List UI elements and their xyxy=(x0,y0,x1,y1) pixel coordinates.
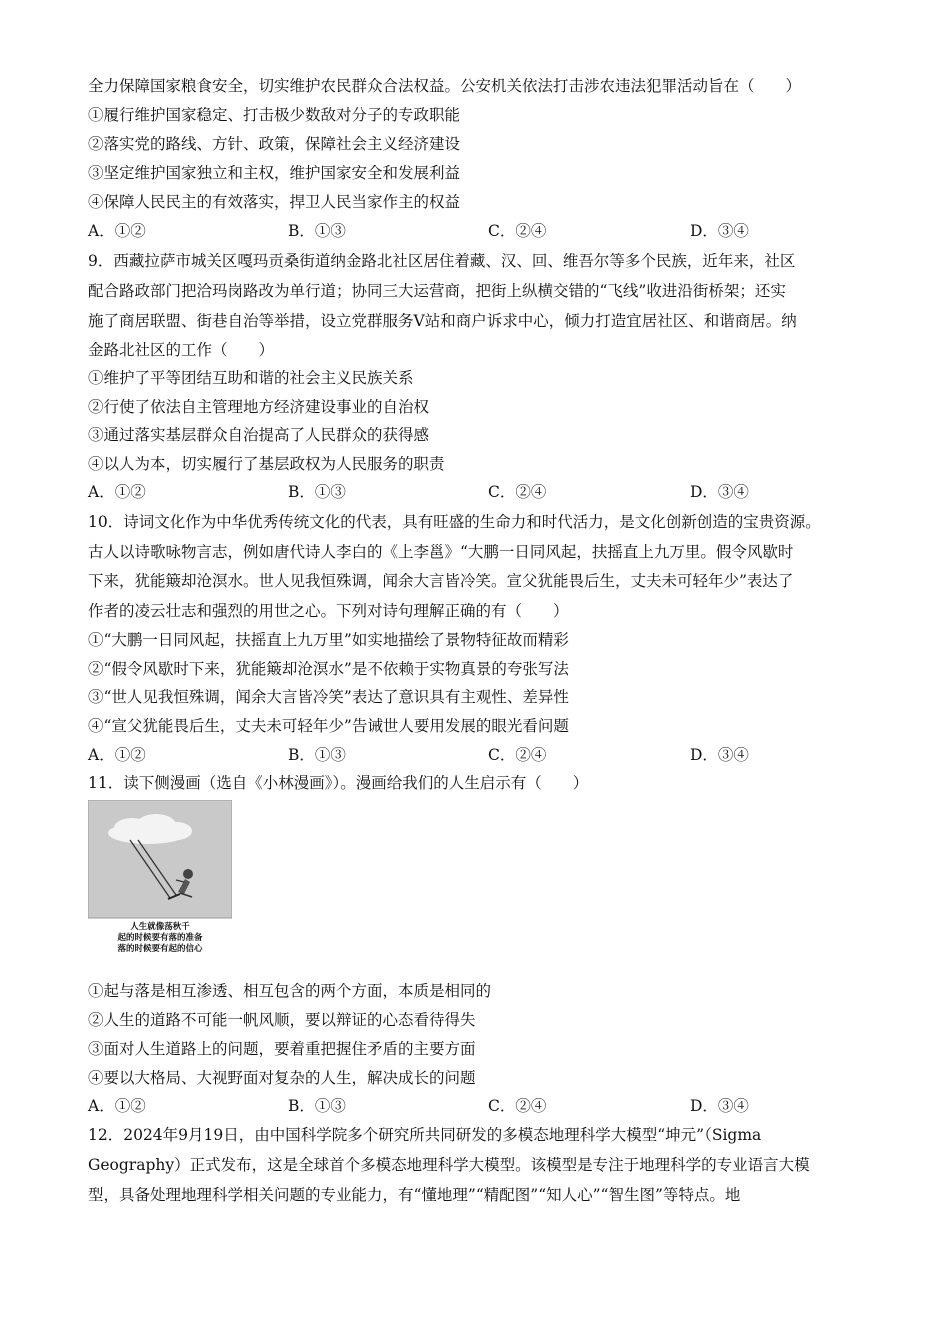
q11-choice-c: C．②④ xyxy=(488,1097,547,1115)
comic-caption-line-2: 起的时候要有落的准备 xyxy=(117,933,203,943)
q9-choices xyxy=(88,482,868,502)
q11-item-4: ④要以大格局、大视野面对复杂的人生，解决成长的问题 xyxy=(88,1069,476,1087)
q9-stem-line-3: 施了商居联盟、街巷自治等举措，设立党群服务V站和商户诉求中心，倾力打造宜居社区、和谐商居。纳 xyxy=(88,312,797,330)
q11-stem: 11．读下侧漫画（选自《小林漫画》）。漫画给我们的人生启示有（ ） xyxy=(88,774,589,792)
q10-item-4: ④“宣父犹能畏后生，丈夫未可轻年少”告诫世人要用发展的眼光看问题 xyxy=(88,717,569,735)
comic-illustration xyxy=(88,800,232,960)
q11-item-3: ③面对人生道路上的问题，要着重把握住矛盾的主要方面 xyxy=(88,1040,476,1058)
q9-item-3: ③通过落实基层群众自治提高了人民群众的获得感 xyxy=(88,426,430,444)
q9-item-1: ①维护了平等团结互助和谐的社会主义民族关系 xyxy=(88,369,414,387)
q9-stem-line-4: 金路北社区的工作（ ） xyxy=(88,341,275,359)
q8-item-3: ③坚定维护国家独立和主权，维护国家安全和发展利益 xyxy=(88,164,461,182)
comic-caption-line-1: 人生就像荡秋千 xyxy=(130,922,190,932)
q8-choice-a: A．①② xyxy=(88,222,146,240)
q10-stem-line-1: 10．诗词文化作为中华优秀传统文化的代表，具有旺盛的生命力和时代活力，是文化创新创造的宝贵资源。 xyxy=(88,513,821,531)
q10-choice-a: A．①② xyxy=(88,746,146,764)
q8-item-1: ①履行维护国家稳定、打击极少数敌对分子的专政职能 xyxy=(88,106,461,124)
q10-stem-line-3: 下来，犹能簸却沧溟水。世人见我恒殊调，闻余大言皆冷笑。宣父犹能畏后生，丈夫未可轻年少”表达了 xyxy=(88,572,794,590)
q11-item-1: ①起与落是相互渗透、相互包含的两个方面，本质是相同的 xyxy=(88,982,492,1000)
comic-swing-image xyxy=(88,800,232,960)
q10-stem-line-2: 古人以诗歌咏物言志，例如唐代诗人李白的《上李邕》“大鹏一日同风起，扶摇直上九万里。假令风歇时 xyxy=(88,543,794,561)
q9-choice-c: C．②④ xyxy=(488,483,547,501)
q10-stem-line-4: 作者的凌云壮志和强烈的用世之心。下列对诗句理解正确的有（ ） xyxy=(88,602,569,620)
comic-caption-line-3: 落的时候要有起的信心 xyxy=(117,944,203,954)
q8-item-2: ②落实党的路线、方针、政策，保障社会主义经济建设 xyxy=(88,135,461,153)
q10-choice-b: B．①③ xyxy=(288,746,346,764)
q11-item-2: ②人生的道路不可能一帆风顺，要以辩证的心态看待得失 xyxy=(88,1011,476,1029)
q12-stem-line-2: Geography）正式发布，这是全球首个多模态地理科学大模型。该模型是专注于地理科学的专业语言大模 xyxy=(88,1156,810,1174)
q12-stem-line-3: 型，具备处理地理科学相关问题的专业能力，有“懂地理”“精配图”“知人心”“智生图”等特点。地 xyxy=(88,1186,741,1204)
q10-item-3: ③“世人见我恒殊调，闻余大言皆冷笑”表达了意识具有主观性、差异性 xyxy=(88,688,569,706)
q9-choice-d: D．③④ xyxy=(690,483,749,501)
q9-item-2: ②行使了依法自主管理地方经济建设事业的自治权 xyxy=(88,398,430,416)
q8-choice-b: B．①③ xyxy=(288,222,346,240)
q10-choice-c: C．②④ xyxy=(488,746,547,764)
q8-choice-d: D．③④ xyxy=(690,222,749,240)
intro-line: 全力保障国家粮食安全，切实维护农民群众合法权益。公安机关依法打击涉农违法犯罪活动旨在（ ） xyxy=(88,77,802,95)
q10-choices xyxy=(88,745,868,765)
q11-choice-b: B．①③ xyxy=(288,1097,346,1115)
q12-stem-line-1: 12．2024年9月19日，由中国科学院多个研究所共同研发的多模态地理科学大模型“坤元”（Sigma xyxy=(88,1126,762,1144)
q11-choices xyxy=(88,1096,868,1116)
q9-stem-line-1: 9．西藏拉萨市城关区嘎玛贡桑街道纳金路北社区居住着藏、汉、回、维吾尔等多个民族，近年来，社区 xyxy=(88,252,796,270)
q10-choice-d: D．③④ xyxy=(690,746,749,764)
q9-choice-b: B．①③ xyxy=(288,483,346,501)
q8-item-4: ④保障人民民主的有效落实，捍卫人民当家作主的权益 xyxy=(88,193,461,211)
q10-item-1: ①“大鹏一日同风起，扶摇直上九万里”如实地描绘了景物特征故而精彩 xyxy=(88,631,569,649)
q11-choice-a: A．①② xyxy=(88,1097,146,1115)
q8-choices xyxy=(88,221,868,241)
q8-choice-c: C．②④ xyxy=(488,222,547,240)
q9-choice-a: A．①② xyxy=(88,483,146,501)
q9-item-4: ④以人为本，切实履行了基层政权为人民服务的职责 xyxy=(88,455,445,473)
q11-choice-d: D．③④ xyxy=(690,1097,749,1115)
q9-stem-line-2: 配合路政部门把洽玛岗路改为单行道；协同三大运营商，把街上纵横交错的“飞线”收进沿街桥架；还实 xyxy=(88,282,786,300)
q10-item-2: ②“假令风歇时下来，犹能簸却沧溟水”是不依赖于实物真景的夸张写法 xyxy=(88,660,569,678)
